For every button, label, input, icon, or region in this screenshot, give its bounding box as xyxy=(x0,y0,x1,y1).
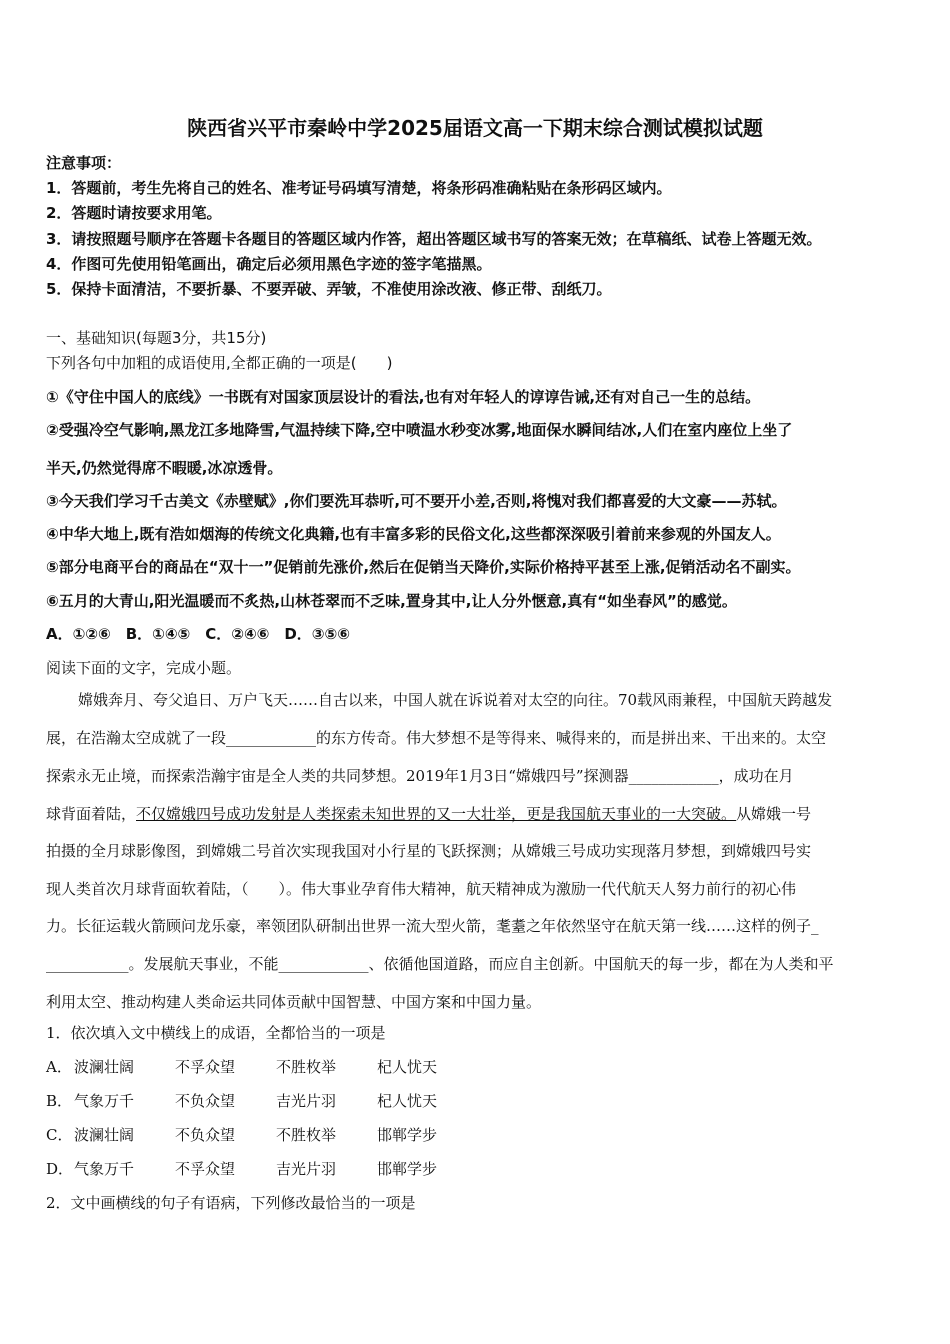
passage-line: 利用太空、推动构建人类命运共同体贡献中国智慧、中国方案和中国力量。 xyxy=(46,993,542,1011)
choice-word: 不胜枚举 xyxy=(276,1126,337,1144)
question-2-stem: 2．文中画横线的句子有语病，下列修改最恰当的一项是 xyxy=(46,1194,416,1212)
passage-line: 展，在浩瀚太空成就了一段____________的东方传奇。伟大梦想不是等得来、喊得来的，而是拼出来、干出来的。太空 xyxy=(46,729,827,747)
choice-word: 不负众望 xyxy=(175,1126,236,1144)
sentence-item: ②受强冷空气影响,黑龙江多地降雪,气温持续下降,空中喷温水秒变冰雾,地面保水瞬间结冰,人们在室内座位上坐了 xyxy=(46,421,793,439)
passage-line: 力。长征运载火箭顾问龙乐豪，率领团队研制出世界一流大型火箭，耄耋之年依然坚守在航天第一线……这样的例子_ xyxy=(46,917,819,935)
choice-word: 邯郸学步 xyxy=(377,1126,438,1144)
sentence-item: 半天,仍然觉得席不暇暖,冰凉透骨。 xyxy=(46,459,283,477)
choice-letter: C． xyxy=(46,1126,73,1144)
choice-word: 气象万千 xyxy=(74,1160,135,1178)
passage-line: 现人类首次月球背面软着陆，（ ）。伟大事业孕育伟大精神，航天精神成为激励一代代航天人努力前行的初心伟 xyxy=(46,880,797,898)
choice-word: 气象万千 xyxy=(74,1092,135,1110)
question-stem: 下列各句中加粗的成语使用,全都正确的一项是( ) xyxy=(46,354,393,372)
choice-word: 吉光片羽 xyxy=(276,1092,337,1110)
notice-item: 4．作图可先使用铅笔画出，确定后必须用黑色字迹的签字笔描黑。 xyxy=(46,255,492,273)
choice-letter: D． xyxy=(46,1160,74,1178)
choice-word: 吉光片羽 xyxy=(276,1160,337,1178)
passage-line: 探索永无止境，而探索浩瀚宇宙是全人类的共同梦想。2019年1月3日“嫦娥四号”探测器____________，成功在月 xyxy=(46,767,794,785)
choice-word: 杞人忧天 xyxy=(377,1058,438,1076)
choice-letter: A． xyxy=(46,1058,72,1076)
passage-line: 嫦娥奔月、夸父追日、万户飞天……自古以来，中国人就在诉说着对太空的向往。70载风雨兼程，中国航天跨越发 xyxy=(78,691,833,709)
choice-c xyxy=(46,1124,478,1145)
choice-a xyxy=(46,1056,478,1077)
choice-letter: B． xyxy=(46,1092,73,1110)
choice-word: 邯郸学步 xyxy=(377,1160,438,1178)
notice-item: 5．保持卡面清洁，不要折暴、不要弄破、弄皱，不准使用涂改液、修正带、刮纸刀。 xyxy=(46,280,612,298)
choice-word: 波澜壮阔 xyxy=(74,1058,135,1076)
choice-word: 杞人忧天 xyxy=(377,1092,438,1110)
choice-word: 不孚众望 xyxy=(175,1058,236,1076)
choice-word: 不孚众望 xyxy=(175,1160,236,1178)
passage-line: 拍摄的全月球影像图，到嫦娥二号首次实现我国对小行星的飞跃探测；从嫦娥三号成功实现落月梦想，到嫦娥四号实 xyxy=(46,842,812,860)
sentence-item: ⑥五月的大青山,阳光温暖而不炙热,山林苍翠而不乏味,置身其中,让人分外惬意,真有“如坐春风”的感觉。 xyxy=(46,592,737,610)
answer-options: A．①②⑥ B．①④⑤ C．②④⑥ D．③⑤⑥ xyxy=(46,625,350,643)
page-title: 陕西省兴平市秦岭中学2025届语文高一下期末综合测试模拟试题 xyxy=(187,116,763,140)
passage-text: 球背面着陆， xyxy=(46,805,137,823)
sentence-item: ③今天我们学习千古美文《赤壁赋》,你们要洗耳恭听,可不要开小差,否则,将愧对我们都喜爱的大文豪——苏轼。 xyxy=(46,492,787,510)
choice-d xyxy=(46,1158,478,1179)
choice-word: 不胜枚举 xyxy=(276,1058,337,1076)
sentence-item: ①《守住中国人的底线》一书既有对国家顶层设计的看法,也有对年轻人的谆谆告诫,还有对自己一生的总结。 xyxy=(46,388,761,406)
question-1-stem: 1．依次填入文中横线上的成语，全都恰当的一项是 xyxy=(46,1024,386,1042)
choice-b xyxy=(46,1090,478,1111)
section-heading: 一、基础知识(每题3分，共15分) xyxy=(46,329,267,347)
sentence-item: ⑤部分电商平台的商品在“双十一”促销前先涨价,然后在促销当天降价,实际价格持平甚至上涨,促销活动名不副实。 xyxy=(46,558,801,576)
choice-word: 不负众望 xyxy=(175,1092,236,1110)
notice-item: 3．请按照题号顺序在答题卡各题目的答题区域内作答，超出答题区域书写的答案无效；在草稿纸、试卷上答题无效。 xyxy=(46,230,822,248)
passage-line xyxy=(46,803,811,824)
sentence-item: ④中华大地上,既有浩如烟海的传统文化典籍,也有丰富多彩的民俗文化,这些都深深吸引着前来参观的外国友人。 xyxy=(46,525,781,543)
notice-item: 1．答题前，考生先将自己的姓名、准考证号码填写清楚，将条形码准确粘贴在条形码区域内。 xyxy=(46,179,672,197)
choice-word: 波澜壮阔 xyxy=(74,1126,135,1144)
notice-heading: 注意事项： xyxy=(46,154,122,172)
passage-line: ___________。发展航天事业，不能____________、依循他国道路，而应自主创新。中国航天的每一步，都在为人类和平 xyxy=(46,955,834,973)
passage-text: 从嫦娥一号 xyxy=(736,805,812,823)
underlined-sentence: 不仅嫦娥四号成功发射是人类探索未知世界的又一大壮举，更是我国航天事业的一大突破。 xyxy=(136,805,737,823)
notice-item: 2．答题时请按要求用笔。 xyxy=(46,204,222,222)
reading-intro: 阅读下面的文字，完成小题。 xyxy=(46,659,242,677)
